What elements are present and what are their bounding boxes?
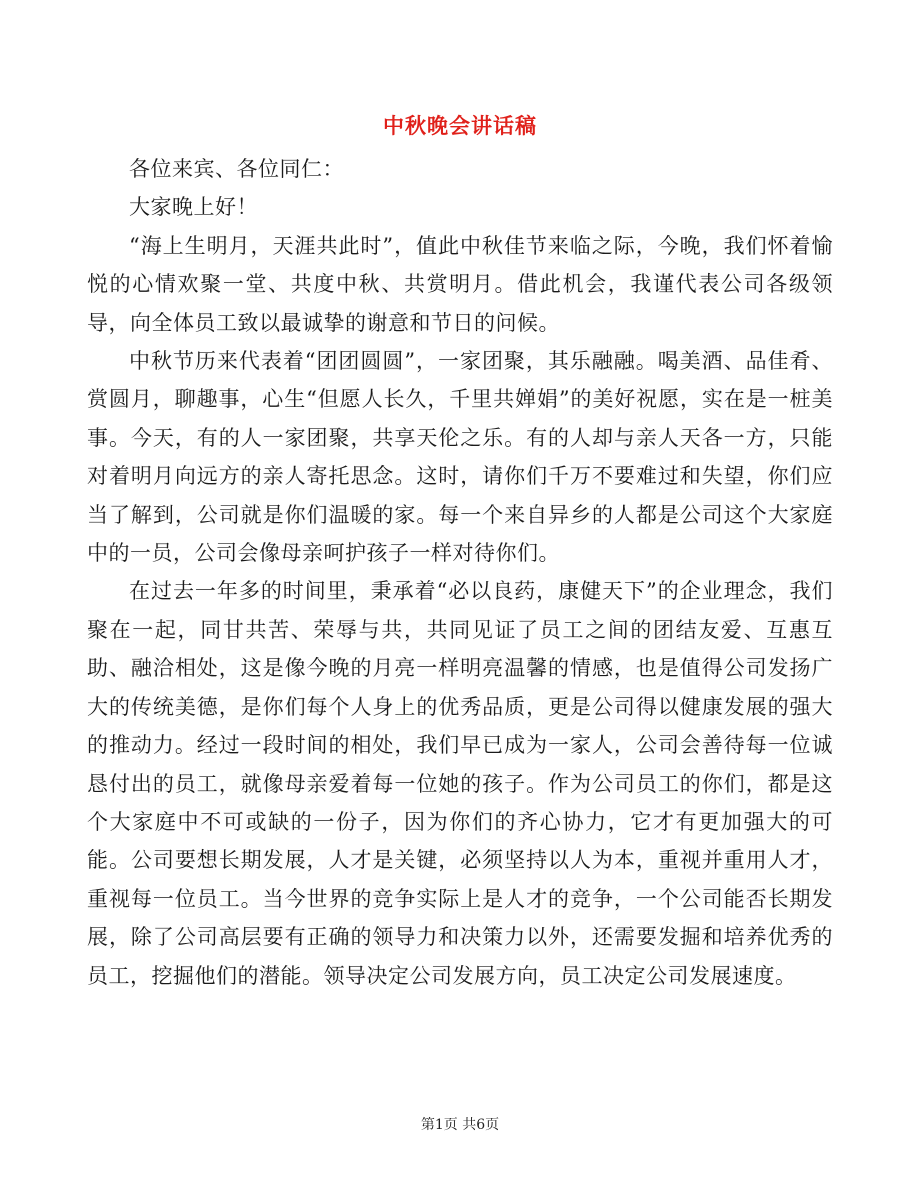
salutation-paragraph: 大家晚上好！ <box>129 195 258 220</box>
body-paragraph: 中秋节历来代表着“团团圆圆”，一家团聚，其乐融融。喝美酒、品佳肴、赏圆月，聊趣事，心生“但愿人长久，千里共婵娟”的美好祝愿，实在是一桩美事。今天，有的人一家团聚，共享天伦之乐。有的人却与亲人天各一方，只能对着明月向远方的亲人寄托思念。这时，请你们千万不要难过和失望，你们应当了解到，公司就是你们温暖的家。每一个来自异乡的人都是公司这个大家庭中的一员，公司会像母亲呵护孩子一样对待你们。 <box>87 349 833 566</box>
body-paragraph: “海上生明月，天涯共此时”，值此中秋佳节来临之际，今晚，我们怀着愉悦的心情欢聚一堂、共度中秋、共赏明月。借此机会，我谨代表公司各级领导，向全体员工致以最诚挚的谢意和节日的问候。 <box>87 233 833 335</box>
greeting-paragraph: 各位来宾、各位同仁： <box>129 157 344 181</box>
page-indicator: 第1页 共6页 <box>420 1117 500 1133</box>
document-body <box>87 150 833 995</box>
body-paragraph: 在过去一年多的时间里，秉承着“必以良药，康健天下”的企业理念，我们聚在一起，同甘共苦、荣辱与共，共同见证了员工之间的团结友爱、互惠互助、融洽相处，这是像今晚的月亮一样明亮温馨的情感，也是值得公司发扬广大的传统美德，是你们每个人身上的优秀品质，更是公司得以健康发展的强大的推动力。经过一段时间的相处，我们早已成为一家人，公司会善待每一位诚恳付出的员工，就像母亲爱着每一位她的孩子。作为公司员工的你们，都是这个大家庭中不可或缺的一份子，因为你们的齐心协力，它才有更加强大的可能。公司要想长期发展，人才是关键，必须坚持以人为本，重视并重用人才，重视每一位员工。当今世界的竞争实际上是人才的竞争，一个公司能否长期发展，除了公司高层要有正确的领导力和决策力以外，还需要发掘和培养优秀的员工，挖掘他们的潜能。领导决定公司发展方向，员工决定公司发展速度。 <box>87 579 833 988</box>
document-title: 中秋晚会讲话稿 <box>383 113 537 138</box>
